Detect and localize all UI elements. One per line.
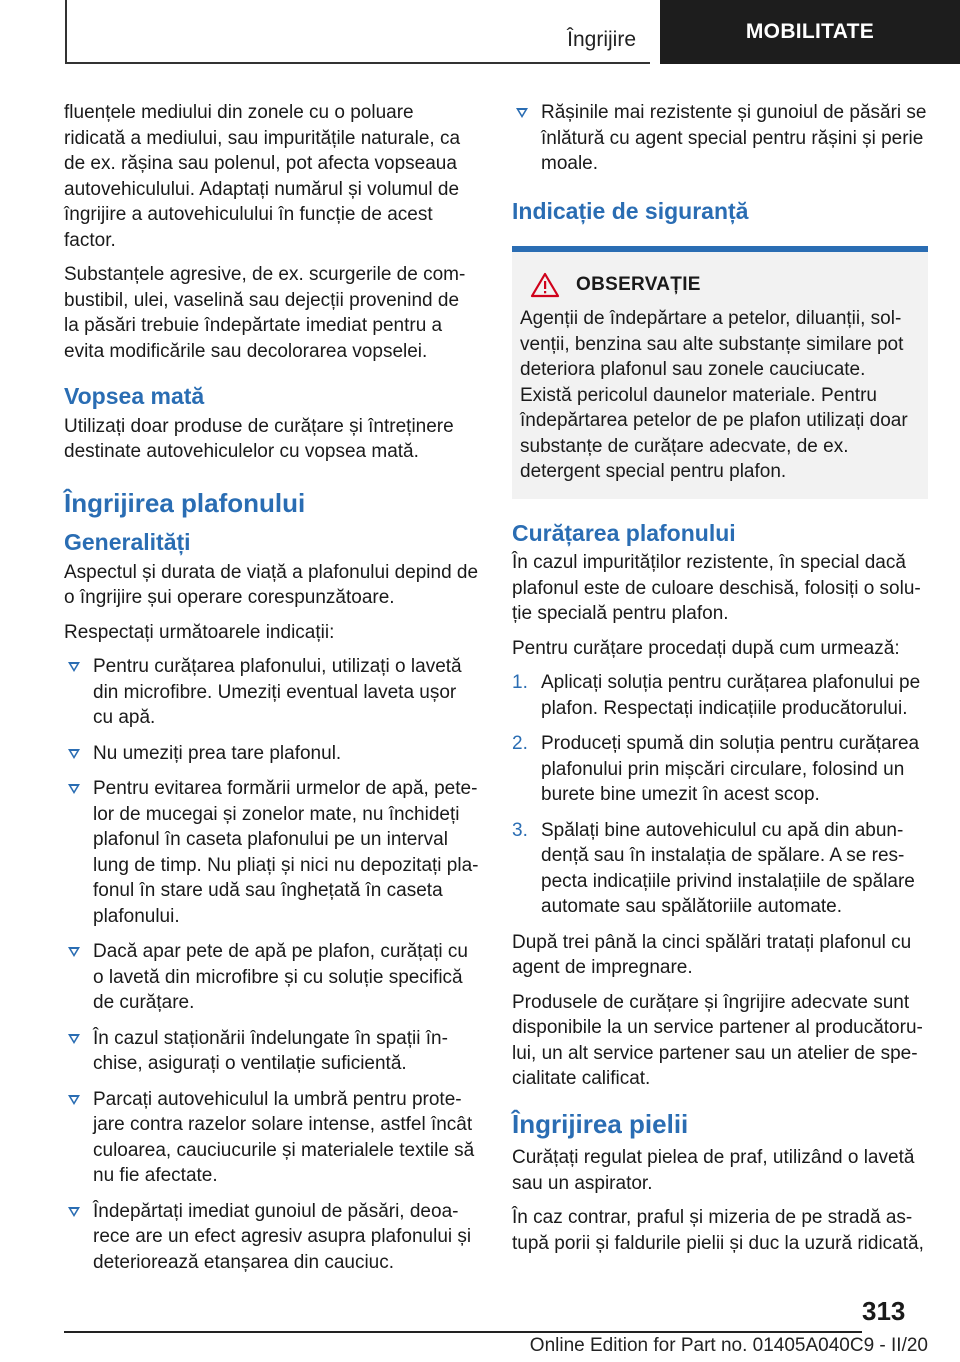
step-item (512, 818, 928, 920)
triangle-bullet-icon (68, 662, 80, 672)
step-text: Produceți spumă din soluția pentru curățarea plafonului prin mișcări circulare, folosind un burete bine umezit în acest scop. (541, 733, 920, 805)
list-item-text: Pentru evitarea formării urmelor de apă, petelor de mucegai și zonelor mate, nu închideți plafonul în caseta plafonului pe un interval lung de timp. Nu pliați și nici nu depozitați plafonul în stare udă sau înghețată în caseta plafonului. (93, 778, 479, 927)
list-item (64, 654, 479, 731)
paragraph: După trei până la cinci spălări tratați plafonul cu agent de impregnare. (512, 931, 912, 978)
page-number: 313 (862, 1296, 906, 1326)
list-item-text: Pentru curățarea plafonului, utilizați o lavetă din microfibre. Umeziți eventual laveta ușor cu apă. (93, 656, 462, 728)
resin-bullet-list (512, 100, 928, 177)
list-item (64, 741, 479, 767)
triangle-bullet-icon (68, 947, 80, 957)
heading-safety-note: Indicație de siguranță (512, 197, 749, 224)
paragraph: Utilizați doar produse de curățare și întreținere destinate autovehiculelor cu vopsea mată. (64, 415, 454, 462)
triangle-bullet-icon (68, 1034, 80, 1044)
header-chapter-label: MOBILITATE (745, 20, 875, 43)
right-column (512, 100, 928, 1265)
paragraph: Respectați următoarele indicații: (64, 621, 335, 643)
footer-edition-text: Online Edition for Part no. 01405A040C9 - II/20 (529, 1335, 928, 1356)
notice-title: OBSERVAȚIE (576, 274, 701, 296)
paragraph: Produsele de curățare și îngrijire adecvate sunt disponibile la un service partener al producătorului, un alt service partener sau un atelier de specialitate calificat. (512, 991, 923, 1089)
notice-title-row (520, 272, 920, 298)
step-number: 1. (512, 672, 528, 693)
list-item (64, 1087, 479, 1189)
heading-headliner-care: Îngrijirea plafonului (64, 487, 306, 518)
triangle-bullet-icon (68, 749, 80, 759)
footer-divider (64, 1331, 862, 1333)
notice-box (512, 246, 928, 499)
step-item (512, 731, 928, 808)
left-column (64, 100, 479, 1285)
triangle-bullet-icon (68, 784, 80, 794)
list-item-text: În cazul staționării îndelungate în spații închise, asigurați o ventilație suficientă. (93, 1027, 448, 1074)
header-chapter-tab (660, 0, 960, 64)
paragraph: Curățați regulat pielea de praf, utilizând o lavetă sau un aspirator. (512, 1147, 915, 1194)
paragraph: În cazul impurităților rezistente, în special dacă plafonul este de culoare deschisă, folosiți o soluție specială pentru plafon. (512, 552, 921, 624)
list-item (64, 1199, 479, 1276)
paragraph: Pentru curățare procedați după cum urmează: (512, 637, 900, 659)
list-item (64, 776, 479, 929)
heading-headliner-cleaning: Curățarea plafonului (512, 519, 736, 546)
list-item (64, 1026, 479, 1077)
paragraph: Substanțele agresive, de ex. scurgerile de combustibil, ulei, vaselină sau dejecții provenind de la păsări trebuie îndepărtate imediat pentru a evita modificările sau decolorarea vopselei. (64, 264, 466, 362)
triangle-bullet-icon (68, 1207, 80, 1217)
notice-text: Agenții de îndepărtare a petelor, diluanții, solvenții, benzina sau alte substanțe similare pot deteriora plafonul sau zonele cauciucate. Există pericolul daunelor materiale. Pentru îndepărtarea petelor de pe plafon utilizați doar substanțe de curățare adecvate, de ex. detergent special pentru plafon. (520, 308, 908, 482)
heading-leather-care: Îngrijirea pielii (512, 1108, 689, 1139)
care-bullet-list (64, 654, 479, 1275)
step-item (512, 670, 928, 721)
step-text: Aplicați soluția pentru curățarea plafonului pe plafon. Respectați indicațiile producătorului. (541, 672, 921, 719)
heading-general: Generalități (64, 529, 191, 555)
list-item-text: Parcați autovehiculul la umbră pentru protejare contra razelor solare intense, astfel încât culoarea, cauciucurile și materialele textile să nu fie afectate. (93, 1088, 475, 1186)
paragraph: În caz contrar, praful și mizeria de pe stradă astupă porii și faldurile pielii și duc la uzură ridicată, (512, 1207, 924, 1254)
list-item (512, 100, 928, 177)
header-section-title: Îngrijire (567, 28, 636, 51)
header-divider-vertical (65, 0, 67, 64)
list-item-text: Rășinile mai rezistente și gunoiul de păsări se înlătură cu agent special pentru rășini și perie moale. (541, 102, 927, 174)
header-divider-horizontal (65, 62, 650, 64)
list-item (64, 939, 479, 1016)
step-number: 3. (512, 819, 528, 841)
paragraph: fluențele mediului din zonele cu o poluare ridicată a mediului, sau impuritățile naturale, ca de ex. rășina sau polenul, pot afecta vopseaua autovehiculului. Adaptați numărul și volumul de îngrijire a autovehiculului în funcție de acest factor. (64, 102, 461, 251)
list-item-text: Nu umeziți prea tare plafonul. (93, 742, 342, 764)
triangle-bullet-icon (68, 1095, 80, 1105)
notice-content (512, 252, 928, 499)
list-item-text: Îndepărtați imediat gunoiul de păsări, deoarece are un efect agresiv asupra plafonului și deteriorează etanșarea din cauciuc. (93, 1200, 472, 1273)
step-number: 2. (512, 733, 528, 754)
triangle-bullet-icon (516, 108, 528, 118)
step-text: Spălați bine autovehiculul cu apă din abundență sau în instalația de spălare. A se respecta indicațiile privind instalațiile de spălare automate sau spălătoriile automate. (541, 819, 915, 917)
cleaning-steps-list (512, 670, 928, 920)
warning-triangle-icon (530, 272, 560, 298)
paragraph: Aspectul și durata de viață a plafonului depind de o îngrijire șui operare corespunzătoare. (64, 561, 479, 608)
list-item-text: Dacă apar pete de apă pe plafon, curățați cu o lavetă din microfibre și cu soluție specifică de curățare. (93, 941, 468, 1013)
heading-matte-paint: Vopsea mată (64, 383, 205, 409)
